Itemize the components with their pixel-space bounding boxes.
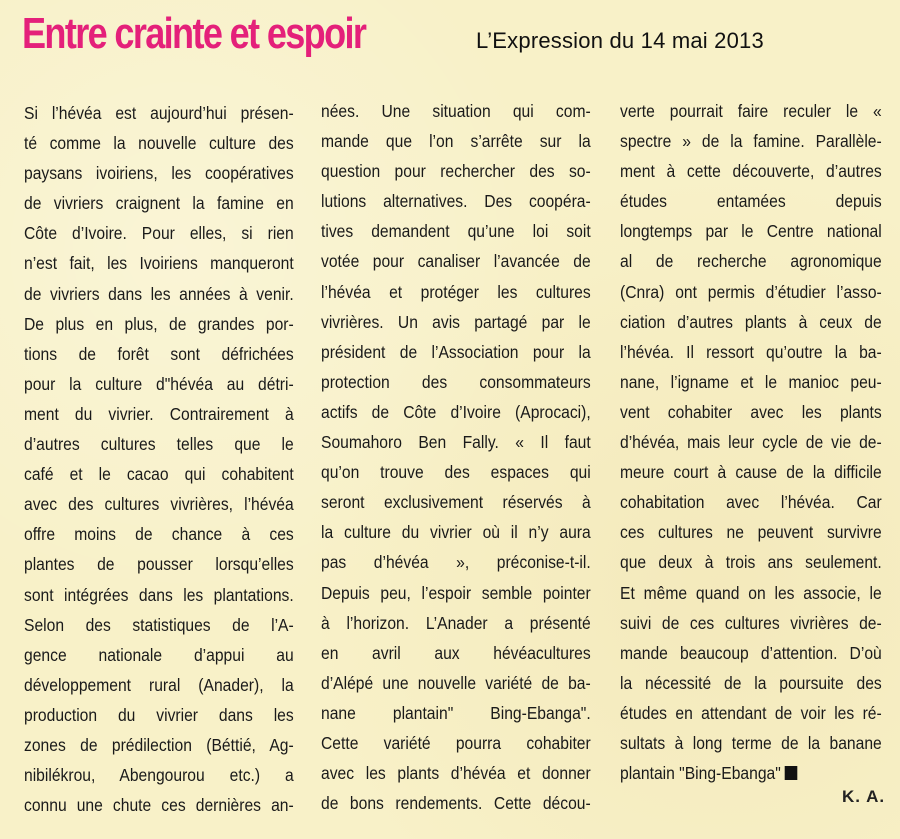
article-line: pour la culture d"hévéa au détri- — [24, 373, 294, 394]
article-line: verte pourrait faire reculer le « — [620, 101, 882, 121]
article-line: de bons rendements. Cette décou- — [321, 793, 591, 814]
article-line: ces cultures ne peuvent survivre — [620, 522, 882, 543]
article-line: vent cohabiter avec les plants — [620, 401, 882, 422]
article-line: De plus en plus, de grandes por- — [24, 313, 294, 334]
article-line: café et le cacao qui cohabitent — [24, 464, 294, 485]
article-line: études entamées depuis — [620, 191, 882, 212]
article-line: n’est fait, les Ivoiriens manqueront — [24, 253, 294, 274]
article-line: nane plantain" Bing-Ebanga". — [321, 702, 591, 723]
article-line: suivi de ces cultures vivrières de- — [620, 612, 882, 633]
source-line: L’Expression du 14 mai 2013 — [476, 28, 764, 53]
end-of-article-mark — [784, 766, 797, 780]
article-line: té comme la nouvelle culture des — [24, 133, 294, 154]
article-line: pas d’hévéa », préconise-t-il. — [321, 552, 591, 573]
article-line: Soumahoro Ben Fally. « Il faut — [321, 432, 591, 453]
article-line: qu’on trouve des espaces qui — [321, 462, 591, 483]
article-line: tives demandent qu’une loi soit — [321, 221, 591, 242]
article-line: offre moins de chance à ces — [24, 524, 294, 545]
article-line: plantes de pousser lorsqu’elles — [24, 554, 294, 575]
article-line: études en attendant de voir les ré- — [620, 702, 882, 723]
article-line: d’hévéa, mais leur cycle de vie de- — [620, 432, 882, 453]
article-line: ment à cette découverte, d’autres — [620, 161, 882, 182]
article-line: nées. Une situation qui com- — [321, 101, 591, 121]
article-line: tions de forêt sont défrichées — [24, 343, 294, 364]
headline: Entre crainte et espoir — [22, 9, 366, 58]
article-line: zones de prédilection (Béttié, Ag- — [24, 734, 294, 755]
article-line: cohabitation avec l’hévéa. Car — [620, 492, 882, 513]
article-line: en avril aux hévéacultures — [321, 642, 591, 663]
article-line: Selon des statistiques de l’A- — [24, 614, 294, 635]
article-line: l’hévéa. Il ressort qu’outre la ba- — [620, 341, 882, 362]
article-line: d’Alépé une nouvelle variété de ba- — [321, 672, 591, 693]
article-column-1 — [24, 98, 294, 820]
article-line: ment du vivrier. Contrairement à — [24, 403, 294, 424]
article-line: nane, l’igname et le manioc peu- — [620, 371, 882, 392]
article-line: développement rural (Anader), la — [24, 674, 294, 695]
article-line: paysans ivoiriens, les coopératives — [24, 163, 294, 184]
article-line: de vivriers craignent la famine en — [24, 193, 294, 214]
article-line: production du vivrier dans les — [24, 704, 294, 725]
article-line: de vivriers dans les années à venir. — [24, 283, 294, 304]
article-line: protection des consommateurs — [321, 371, 591, 392]
article-line: meure court à cause de la difficile — [620, 462, 882, 483]
article-line: votée pour canaliser l’avancée de — [321, 251, 591, 272]
article-line: d’autres cultures telles que le — [24, 434, 294, 455]
article-line: (Cnra) ont permis d’étudier l’asso- — [620, 281, 882, 302]
article-line: Cette variété pourra cohabiter — [321, 732, 591, 753]
article-line: Et même quand on les associe, le — [620, 582, 882, 603]
article-line: question pour rechercher des so- — [321, 161, 591, 182]
article-line: longtemps par le Centre national — [620, 221, 882, 242]
author-signature: K. A. — [842, 787, 886, 806]
article-line: que deux à trois ans seulement. — [620, 552, 882, 573]
article-column-2 — [321, 96, 591, 818]
article-line: Côte d’Ivoire. Pour elles, si rien — [24, 223, 294, 244]
article-line: al de recherche agronomique — [620, 251, 882, 272]
article-line: gence nationale d’appui au — [24, 644, 294, 665]
article-line: vivrières. Un avis partagé par le — [321, 311, 591, 332]
article-line: spectre » de la famine. Parallèle- — [620, 131, 882, 152]
article-line: Si l’hévéa est aujourd’hui présen- — [24, 103, 294, 123]
article-line: avec des cultures vivrières, l’hévéa — [24, 494, 294, 515]
article-line: sont intégrées dans les plantations. — [24, 584, 294, 605]
article-line: mande beaucoup d’attention. D’où — [620, 642, 882, 663]
article-line: actifs de Côte d’Ivoire (Aprocaci), — [321, 401, 591, 422]
article-line: nibilékrou, Abengourou etc.) a — [24, 765, 294, 786]
article-line: ciation d’autres plants à ceux de — [620, 311, 882, 332]
article-line: plantain "Bing-Ebanga" — [620, 758, 882, 788]
article-line: Depuis peu, l’espoir semble pointer — [321, 582, 591, 603]
article-column-3 — [620, 96, 882, 788]
article-line: seront exclusivement réservés à — [321, 492, 591, 513]
article-line: la culture du vivrier où il n’y aura — [321, 522, 591, 543]
article-line: président de l’Association pour la — [321, 341, 591, 362]
article-line: lutions alternatives. Des coopéra- — [321, 191, 591, 212]
article-line: mande que l’on s’arrête sur la — [321, 131, 591, 152]
article-line: avec les plants d’hévéa et donner — [321, 763, 591, 784]
article-line: sultats à long terme de la banane — [620, 732, 882, 753]
article-line: connu une chute ces dernières an- — [24, 795, 294, 816]
article-line: l’hévéa et protéger les cultures — [321, 281, 591, 302]
article-line: à l’horizon. L’Anader a présenté — [321, 612, 591, 633]
article-line: la nécessité de la poursuite des — [620, 672, 882, 693]
